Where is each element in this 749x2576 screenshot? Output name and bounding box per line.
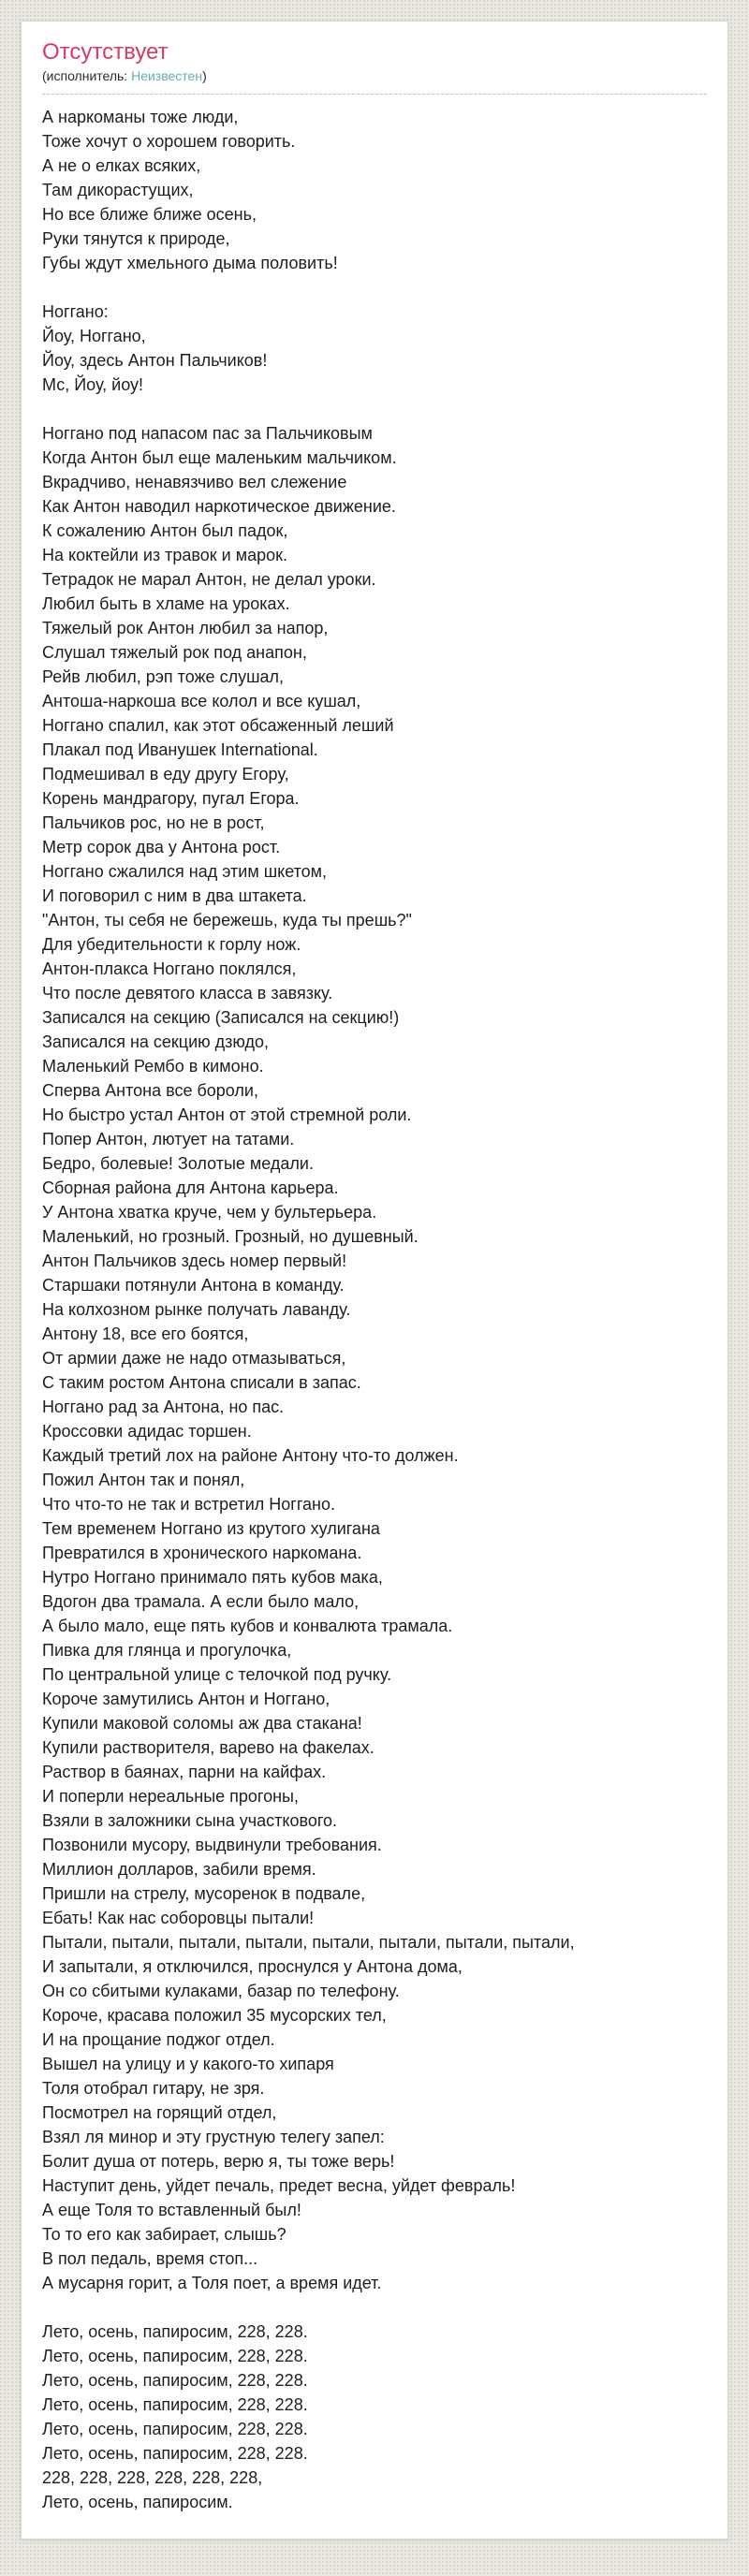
lyrics-line: Любил быть в хламе на уроках. bbox=[42, 594, 290, 613]
lyrics-line: Йоу, Ноггано, bbox=[42, 327, 146, 345]
artist-line bbox=[42, 66, 707, 95]
lyrics-line: Миллион долларов, забили время. bbox=[42, 1860, 316, 1879]
artist-label-open: (исполнитель: bbox=[42, 68, 132, 83]
lyrics-line: Старшаки потянули Антона в команду. bbox=[42, 1276, 345, 1295]
lyrics-line: Пожил Антон так и понял, bbox=[42, 1471, 245, 1489]
lyrics-line: Он со сбитыми кулаками, базар по телефону. bbox=[42, 1982, 400, 2000]
lyrics-line: Антон Пальчиков здесь номер первый! bbox=[42, 1251, 347, 1270]
lyrics-line: Ноггано под напасом пас за Пальчиковым bbox=[42, 424, 373, 443]
lyrics-line: Нутро Ноггано принимало пять кубов мака, bbox=[42, 1568, 383, 1587]
lyrics-line: Вкрадчиво, ненавязчиво вел слежение bbox=[42, 473, 347, 491]
lyrics-line: А наркоманы тоже люди, bbox=[42, 108, 239, 126]
lyrics bbox=[42, 105, 707, 2514]
lyrics-line: Но все ближе ближе осень, bbox=[42, 205, 257, 224]
lyrics-line: Пытали, пытали, пытали, пытали, пытали, пытали, пытали, пытали, bbox=[42, 1933, 575, 1952]
lyrics-card bbox=[21, 21, 728, 2539]
lyrics-line: Тем временем Ноггано из крутого хулигана bbox=[42, 1519, 380, 1538]
lyrics-stanza bbox=[42, 300, 707, 397]
lyrics-line: Наступит день, уйдет печаль, предет весна, уйдет февраль! bbox=[42, 2176, 516, 2195]
lyrics-line: Что что-то не так и встретил Ноггано. bbox=[42, 1495, 336, 1514]
lyrics-line: Метр сорок два у Антона рост. bbox=[42, 838, 281, 856]
lyrics-line: И поговорил с ним в два штакета. bbox=[42, 886, 307, 905]
lyrics-line: Руки тянутся к природе, bbox=[42, 229, 230, 248]
lyrics-line: Корень мандрагору, пугал Егора. bbox=[42, 789, 300, 808]
lyrics-line: Ноггано сжалился над этим шкетом, bbox=[42, 862, 328, 881]
lyrics-line: Пивка для глянца и прогулочка, bbox=[42, 1641, 292, 1660]
lyrics-line: Записался на секцию дзюдо, bbox=[42, 1032, 270, 1051]
lyrics-line: В пол педаль, время стоп... bbox=[42, 2249, 258, 2268]
lyrics-line: Плакал под Иванушек International. bbox=[42, 740, 318, 759]
lyrics-line: Кроссовки адидас торшен. bbox=[42, 1422, 252, 1441]
lyrics-line: Что после девятого класса в завязку. bbox=[42, 984, 333, 1003]
lyrics-line: Лето, осень, папиросим, 228, 228. bbox=[42, 2322, 308, 2341]
lyrics-line: На коктейли из травок и марок. bbox=[42, 546, 288, 564]
lyrics-line: Купили маковой соломы аж два стакана! bbox=[42, 1714, 362, 1733]
lyrics-line: Сборная района для Антона карьера. bbox=[42, 1178, 339, 1197]
lyrics-line: Там дикорастущих, bbox=[42, 181, 194, 199]
lyrics-line: Болит душа от потерь, верю я, ты тоже верь! bbox=[42, 2152, 395, 2171]
lyrics-line: Лето, осень, папиросим, 228, 228. bbox=[42, 2420, 308, 2438]
lyrics-line: Ебать! Как нас соборовцы пытали! bbox=[42, 1909, 315, 1927]
lyrics-line: Толя отобрал гитару, не зря. bbox=[42, 2079, 265, 2098]
artist-link[interactable]: Неизвестен bbox=[131, 68, 203, 83]
lyrics-stanza bbox=[42, 2320, 707, 2514]
lyrics-line: А было мало, еще пять кубов и конвалюта трамала. bbox=[42, 1617, 453, 1635]
lyrics-stanza bbox=[42, 105, 707, 275]
lyrics-line: А мусарня горит, а Толя поет, а время идет. bbox=[42, 2274, 382, 2292]
lyrics-line: У Антона хватка круче, чем у бультерьера. bbox=[42, 1203, 377, 1222]
lyrics-line: И запытали, я отключился, проснулся у Антона дома, bbox=[42, 1957, 463, 1976]
lyrics-line: От армии даже не надо отмазываться, bbox=[42, 1349, 346, 1368]
lyrics-line: Маленький, но грозный. Грозный, но душевный. bbox=[42, 1227, 419, 1246]
lyrics-line: 228, 228, 228, 228, 228, 228, bbox=[42, 2468, 263, 2487]
lyrics-line: Слушал тяжелый рок под анапон, bbox=[42, 643, 307, 662]
lyrics-line: Лето, осень, папиросим, 228, 228. bbox=[42, 2371, 308, 2390]
lyrics-line: "Антон, ты себя не бережешь, куда ты прешь?" bbox=[42, 911, 412, 929]
lyrics-line: Губы ждут хмельного дыма половить! bbox=[42, 254, 338, 272]
lyrics-line: Попер Антон, лютует на татами. bbox=[42, 1130, 295, 1149]
lyrics-line: Лето, осень, папиросим, 228, 228. bbox=[42, 2444, 308, 2463]
lyrics-line: Для убедительности к горлу нож. bbox=[42, 935, 301, 954]
lyrics-line: Но быстро устал Антон от этой стремной роли. bbox=[42, 1105, 412, 1124]
lyrics-line: Тяжелый рок Антон любил за напор, bbox=[42, 619, 329, 637]
lyrics-line: И на прощание поджог отдел. bbox=[42, 2030, 275, 2049]
page-background bbox=[0, 21, 749, 2576]
lyrics-line: Вдогон два трамала. А если было мало, bbox=[42, 1592, 360, 1611]
lyrics-line: А не о елках всяких, bbox=[42, 156, 201, 175]
lyrics-line: Йоу, здесь Антон Пальчиков! bbox=[42, 351, 268, 370]
lyrics-line: Тоже хочут о хорошем говорить. bbox=[42, 132, 296, 151]
lyrics-line: Мс, Йоу, йоу! bbox=[42, 375, 144, 394]
lyrics-line: Каждый третий лох на районе Антону что-то должен. bbox=[42, 1446, 459, 1465]
lyrics-line: Пальчиков рос, но не в рост, bbox=[42, 813, 265, 832]
lyrics-line: Бедро, болевые! Золотые медали. bbox=[42, 1154, 314, 1173]
lyrics-line: То то его как забирает, слышь? bbox=[42, 2225, 286, 2244]
lyrics-line: А еще Толя то вставленный был! bbox=[42, 2201, 301, 2219]
lyrics-line: Сперва Антона все бороли, bbox=[42, 1081, 258, 1100]
lyrics-line: Взяли в заложники сына участкового. bbox=[42, 1811, 338, 1830]
artist-label-close: ) bbox=[202, 68, 207, 83]
lyrics-line: Записался на секцию (Записался на секцию!) bbox=[42, 1008, 400, 1027]
lyrics-line: По центральной улице с телочкой под ручку. bbox=[42, 1665, 392, 1684]
lyrics-line: Лето, осень, папиросим, 228, 228. bbox=[42, 2395, 308, 2414]
lyrics-line: Подмешивал в еду другу Егору, bbox=[42, 765, 289, 783]
lyrics-line: Купили растворителя, варево на факелах. bbox=[42, 1738, 374, 1757]
lyrics-line: Когда Антон был еще маленьким мальчиком. bbox=[42, 448, 397, 467]
lyrics-line: Как Антон наводил наркотическое движение. bbox=[42, 497, 396, 516]
lyrics-line: Ноггано: bbox=[42, 302, 109, 321]
lyrics-line: Позвонили мусору, выдвинули требования. bbox=[42, 1836, 382, 1854]
lyrics-line: Превратился в хронического наркомана. bbox=[42, 1544, 362, 1562]
lyrics-line: С таким ростом Антона списали в запас. bbox=[42, 1373, 361, 1392]
lyrics-line: Маленький Рембо в кимоно. bbox=[42, 1057, 264, 1076]
lyrics-line: Рейв любил, рэп тоже слушал, bbox=[42, 667, 285, 686]
lyrics-line: Посмотрел на горящий отдел, bbox=[42, 2103, 277, 2122]
lyrics-line: Короче замутились Антон и Ноггано, bbox=[42, 1690, 330, 1708]
lyrics-line: Раствор в баянах, парни на кайфах. bbox=[42, 1763, 327, 1781]
page-title: Отсутствует bbox=[42, 39, 169, 65]
lyrics-line: Лето, осень, папиросим, 228, 228. bbox=[42, 2347, 308, 2365]
lyrics-line: Ноггано спалил, как этот обсаженный леший bbox=[42, 716, 394, 735]
lyrics-line: Антоша-наркоша все колол и все кушал, bbox=[42, 692, 361, 710]
lyrics-line: Лето, осень, папиросим. bbox=[42, 2493, 233, 2511]
lyrics-line: Ноггано рад за Антона, но пас. bbox=[42, 1398, 285, 1416]
lyrics-line: Антон-плакса Ноггано поклялся, bbox=[42, 959, 297, 978]
lyrics-line: На колхозном рынке получать лаванду. bbox=[42, 1300, 351, 1319]
lyrics-line: Взял ля минор и эту грустную телегу запел: bbox=[42, 2128, 385, 2146]
lyrics-line: И поперли нереальные прогоны, bbox=[42, 1787, 299, 1806]
lyrics-stanza bbox=[42, 421, 707, 2295]
lyrics-line: К сожалению Антон был падок, bbox=[42, 521, 288, 540]
lyrics-line: Вышел на улицу и у какого-то хипаря bbox=[42, 2055, 334, 2073]
lyrics-line: Тетрадок не марал Антон, не делал уроки. bbox=[42, 570, 376, 589]
lyrics-line: Короче, красава положил 35 мусорских тел, bbox=[42, 2006, 387, 2025]
lyrics-line: Антону 18, все его боятся, bbox=[42, 1325, 249, 1343]
lyrics-line: Пришли на стрелу, мусоренок в подвале, bbox=[42, 1884, 366, 1903]
